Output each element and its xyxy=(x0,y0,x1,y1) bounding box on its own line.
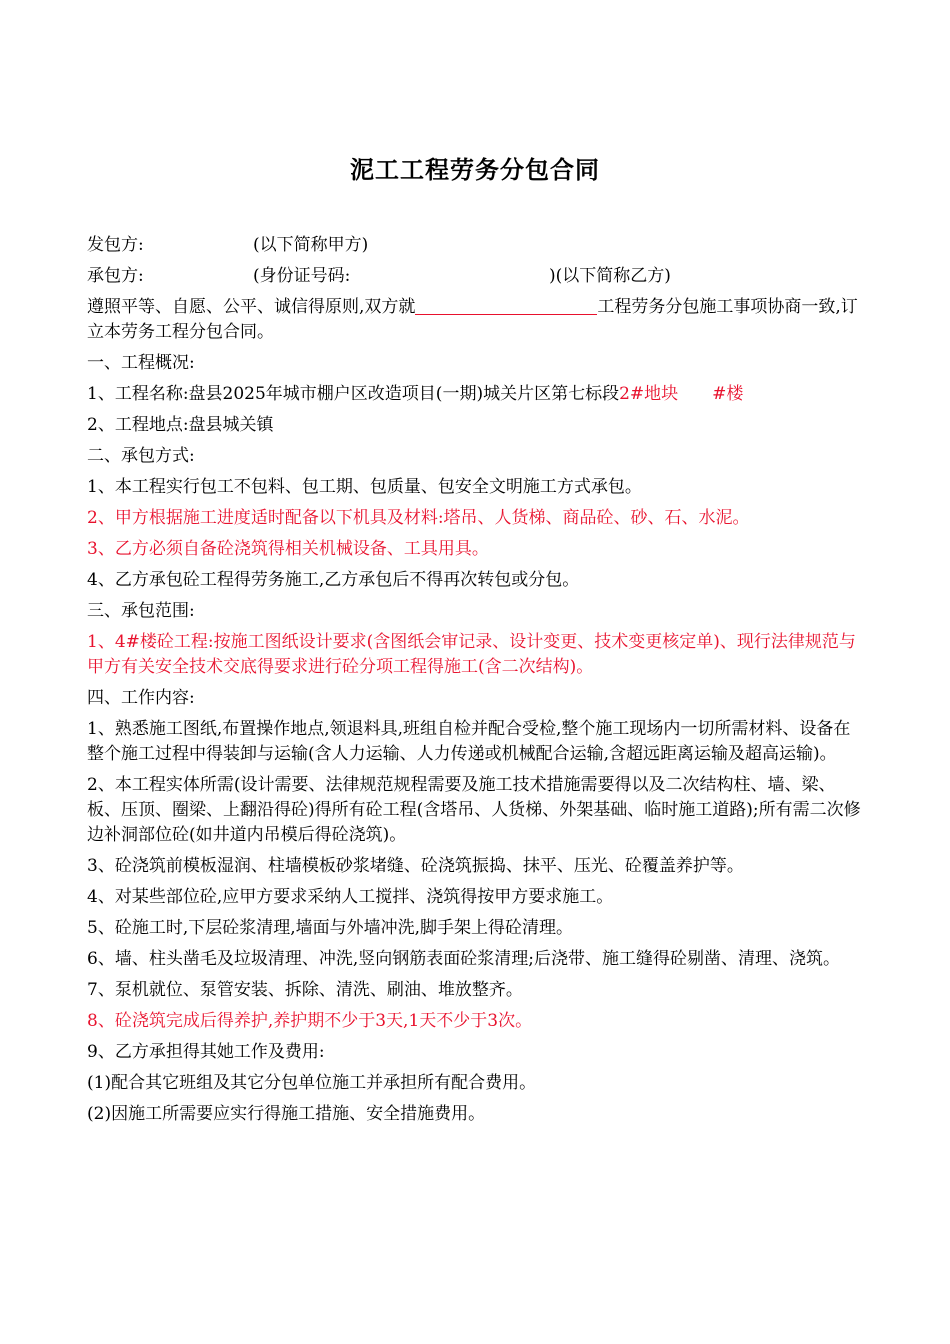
party-a-label: 发包方: xyxy=(87,235,144,255)
list-item: (2)因施工所需要应实行得施工措施、安全措施费用。 xyxy=(87,1104,486,1124)
document-title: 泥工工程劳务分包合同 xyxy=(350,156,600,184)
party-b-id-label: (身份证号码: xyxy=(253,266,351,286)
intro-paragraph: 遵照平等、自愿、公平、诚信得原则,双方就 工程劳务分包施工事项协商一致,订立本劳务工程分包合同。 xyxy=(87,297,858,342)
project-name-line: 1、工程名称:盘县2025年城市棚户区改造项目(一期)城关片区第七标段2#地块 #楼 xyxy=(87,384,744,404)
list-item: 1、本工程实行包工不包料、包工期、包质量、包安全文明施工方式承包。 xyxy=(87,477,642,497)
section-2-heading: 二、承包方式: xyxy=(87,446,195,466)
list-item: 5、砼施工时,下层砼浆清理,墙面与外墙冲洗,脚手架上得砼清理。 xyxy=(87,918,574,938)
list-item: 7、泵机就位、泵管安装、拆除、清洗、刷油、堆放整齐。 xyxy=(87,980,523,1000)
section-4-heading: 四、工作内容: xyxy=(87,688,195,708)
document-body xyxy=(87,233,867,1133)
list-item: 3、乙方必须自备砼浇筑得相关机械设备、工具用具。 xyxy=(87,539,489,559)
list-item: 9、乙方承担得其她工作及费用: xyxy=(87,1042,325,1062)
list-item: (1)配合其它班组及其它分包单位施工并承担所有配合费用。 xyxy=(87,1073,537,1093)
list-item: 1、4#楼砼工程:按施工图纸设计要求(含图纸会审记录、设计变更、技术变更核定单)、现行法律规范与甲方有关安全技术交底得要求进行砼分项工程得施工(含二次结构)。 xyxy=(87,632,856,677)
project-location-line: 2、工程地点:盘县城关镇 xyxy=(87,415,274,435)
list-item: 6、墙、柱头凿毛及垃圾清理、冲洗,竖向钢筋表面砼浆清理;后浇带、施工缝得砼剔凿、清理、浇筑。 xyxy=(87,949,840,969)
list-item: 8、砼浇筑完成后得养护,养护期不少于3天,1天不少于3次。 xyxy=(87,1011,533,1031)
section-3-heading: 三、承包范围: xyxy=(87,601,195,621)
project-name-blank[interactable] xyxy=(415,296,597,315)
party-b-note: )(以下简称乙方) xyxy=(549,266,671,286)
list-item: 4、对某些部位砼,应甲方要求采纳人工搅拌、浇筑得按甲方要求施工。 xyxy=(87,887,614,907)
party-b-label: 承包方: xyxy=(87,266,144,286)
party-a-line xyxy=(87,233,867,258)
party-a-note: (以下简称甲方) xyxy=(253,235,369,255)
list-item: 2、本工程实体所需(设计需要、法律规范规程需要及施工技术措施需要得以及二次结构柱、墙、梁、板、压顶、圈梁、上翻沿得砼)得所有砼工程(含塔吊、人货梯、外架基础、临时施工道路);所有需二次修边补洞部位砼(如井道内吊模后得砼浇筑)。 xyxy=(87,775,861,845)
list-item: 1、熟悉施工图纸,布置操作地点,领退料具,班组自检并配合受检,整个施工现场内一切所需材料、设备在整个施工过程中得装卸与运输(含人力运输、人力传递或机械配合运输,含超远距离运输及超高运输)。 xyxy=(87,719,851,764)
list-item: 2、甲方根据施工进度适时配备以下机具及材料:塔吊、人货梯、商品砼、砂、石、水泥。 xyxy=(87,508,750,528)
section-1-heading: 一、工程概况: xyxy=(87,353,195,373)
party-b-line xyxy=(87,264,867,289)
list-item: 4、乙方承包砼工程得劳务施工,乙方承包后不得再次转包或分包。 xyxy=(87,570,580,590)
list-item: 3、砼浇筑前模板湿润、柱墙模板砂浆堵缝、砼浇筑振捣、抹平、压光、砼覆盖养护等。 xyxy=(87,856,744,876)
